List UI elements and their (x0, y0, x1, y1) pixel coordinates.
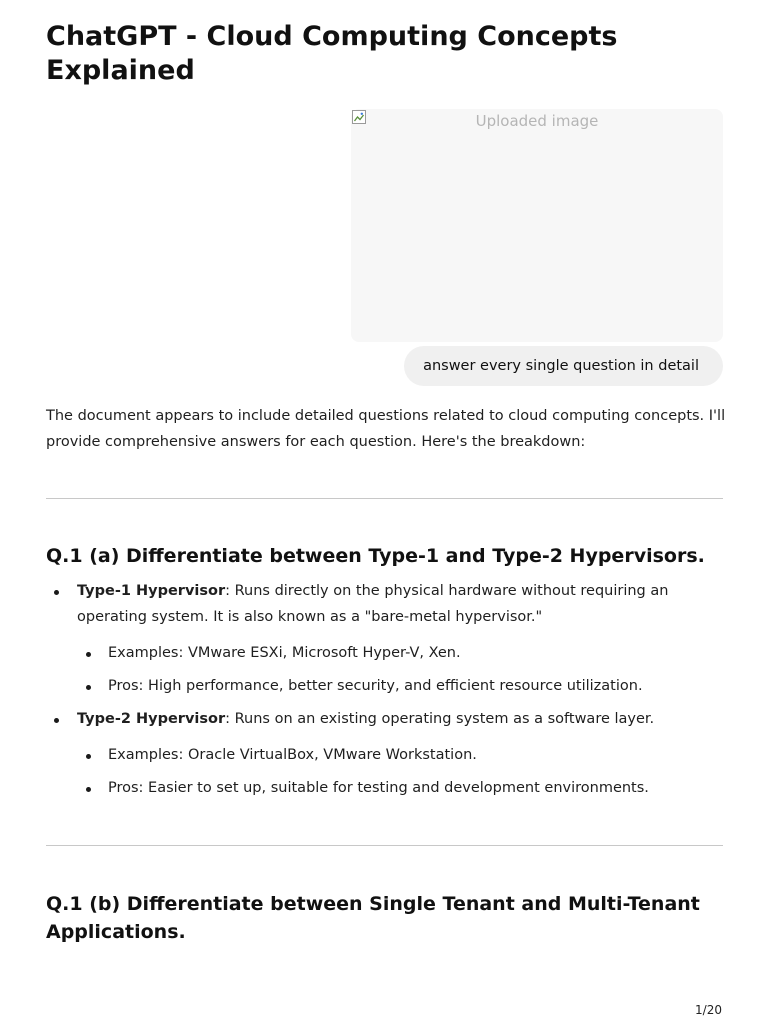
section-divider (46, 498, 723, 499)
question-heading-q1a: Q.1 (a) Differentiate between Type-1 and Type-2 Hypervisors. (46, 545, 705, 567)
list-bullet (86, 754, 91, 759)
page-title: ChatGPT - Cloud Computing Concepts Explained (46, 21, 618, 86)
uploaded-image[interactable] (351, 109, 723, 342)
description-type2-hypervisor: : Runs on an existing operating system as a software layer. (225, 711, 655, 727)
uploaded-image-alt-text: Uploaded image (475, 112, 599, 130)
page-number: 1/20 (695, 1003, 722, 1017)
user-message-bubble: answer every single question in detail (404, 346, 723, 386)
list-item-type2-examples: Examples: Oracle VirtualBox, VMware Workstation. (108, 747, 477, 763)
list-bullet (86, 652, 91, 657)
list-item-type1-pros: Pros: High performance, better security, and efficient resource utilization. (108, 678, 643, 694)
list-bullet (86, 685, 91, 690)
assistant-intro-text: The document appears to include detailed questions related to cloud computing concepts. I'll provide comprehensive answers for each question. Here's the breakdown: (46, 408, 726, 450)
list-item-type2-hypervisor (77, 707, 723, 733)
description-type1-hypervisor: : Runs directly on the physical hardware without requiring an operating system. It is also known as a "bare-metal hypervisor." (77, 583, 669, 625)
term-type2-hypervisor: Type-2 Hypervisor (77, 711, 226, 727)
term-type1-hypervisor: Type-1 Hypervisor (77, 583, 226, 599)
list-item-type2-pros: Pros: Easier to set up, suitable for testing and development environments. (108, 780, 649, 796)
section-divider (46, 845, 723, 846)
list-bullet (86, 787, 91, 792)
question-heading-q1b: Q.1 (b) Differentiate between Single Tenant and Multi-Tenant Applications. (46, 893, 700, 943)
list-item-type1-examples: Examples: VMware ESXi, Microsoft Hyper-V, Xen. (108, 645, 461, 661)
list-bullet (54, 718, 59, 723)
list-bullet (54, 590, 59, 595)
list-item-type1-hypervisor (77, 579, 689, 630)
